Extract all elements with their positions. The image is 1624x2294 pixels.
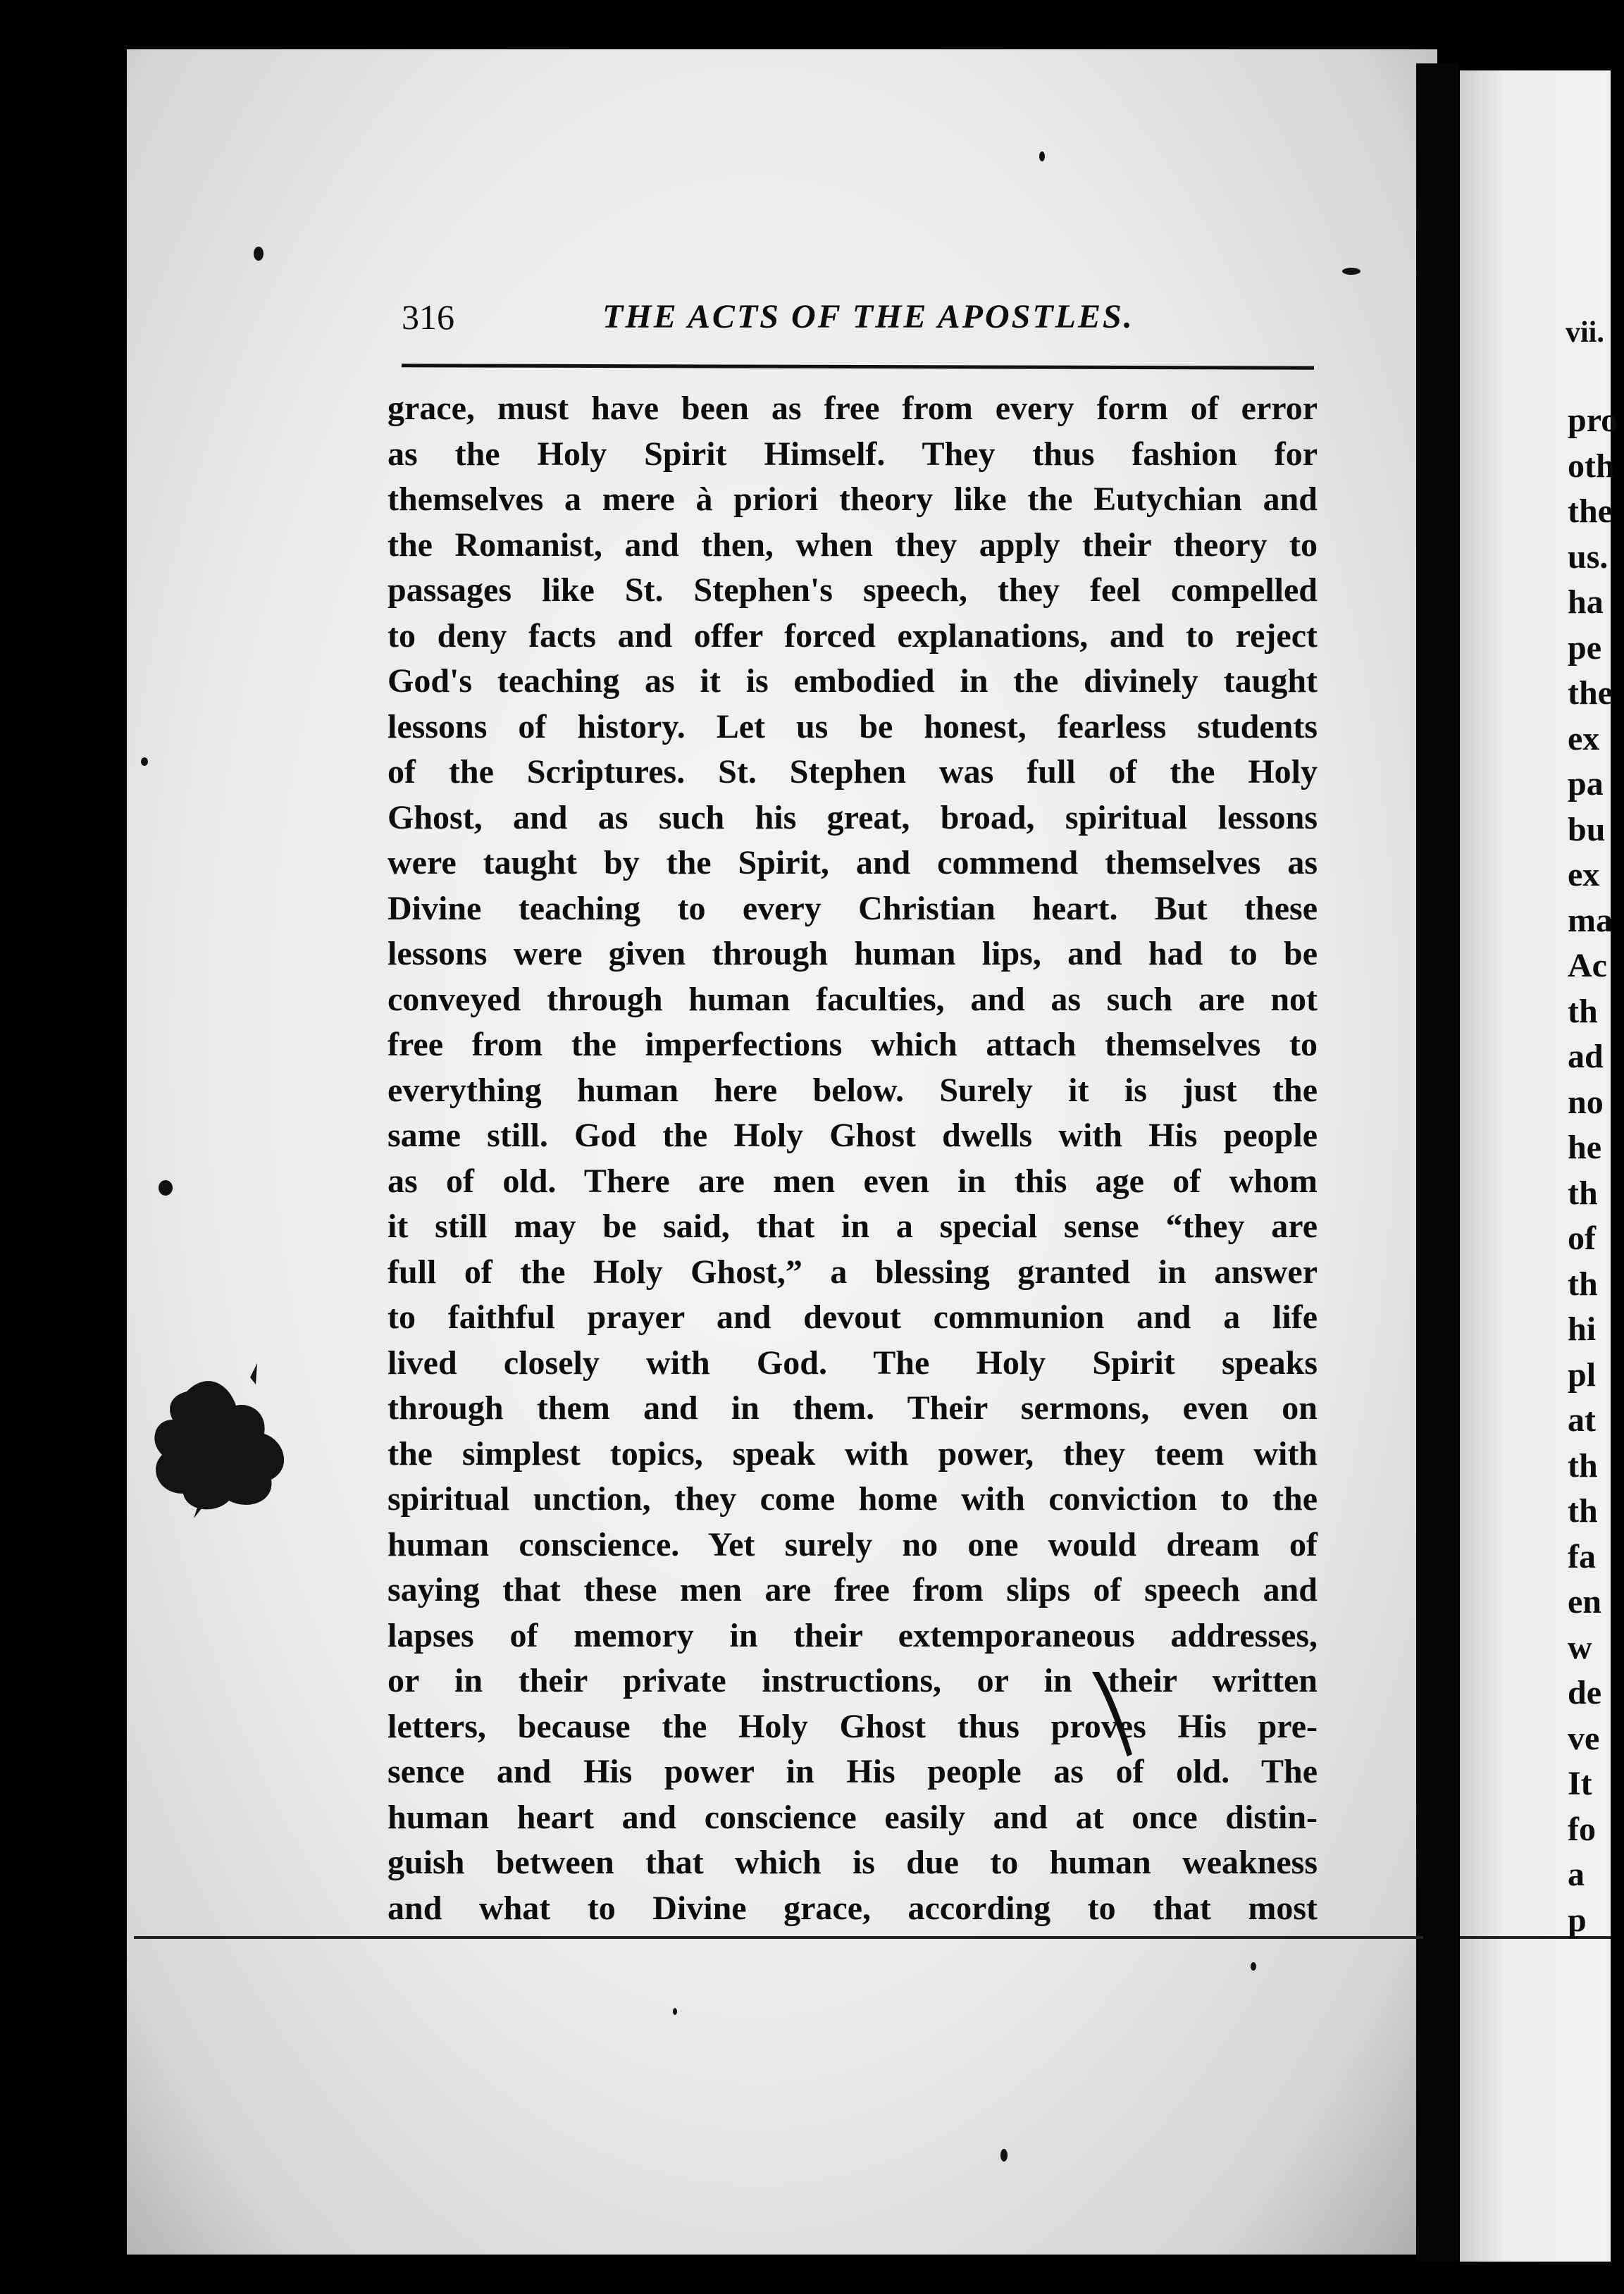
text-line: lived closely with God. The Holy Spirit speaks [388,1344,1318,1382]
text-line: through them and in them. Their sermons, even on [388,1389,1318,1427]
speck [1251,1962,1256,1971]
ink-stroke-mark [1089,1668,1152,1760]
text-fragment: no [1568,1083,1604,1121]
text-fragment: fa [1568,1537,1596,1575]
text-line: of the Scriptures. St. Stephen was full of the Holy [388,753,1318,790]
text-fragment: bu [1568,810,1606,848]
text-fragment: th [1568,1492,1598,1530]
text-fragment: us. [1568,538,1608,576]
text-fragment: ve [1568,1719,1600,1757]
text-fragment: ex [1568,856,1600,893]
text-line: to faithful prayer and devout communion and a life [388,1298,1318,1336]
text-fragment: pa [1568,765,1604,802]
ink-blot-stain [144,1363,296,1518]
text-line: sence and His power in His people as of old. The [388,1753,1318,1790]
text-line: it still may be said, that in a special sense “they are [388,1208,1318,1245]
text-line: same still. God the Holy Ghost dwells with His people [388,1117,1318,1154]
text-fragment: th [1568,992,1598,1030]
text-fragment: the [1568,492,1613,530]
text-fragment: It [1568,1765,1592,1802]
text-line: themselves a mere à priori theory like the Eutychian and [388,480,1318,518]
text-fragment: en [1568,1583,1601,1620]
text-fragment: he [1568,1129,1601,1166]
text-fragment: w [1568,1628,1592,1666]
right-page-text-fragments [1568,398,1624,1943]
text-line: spiritual unction, they come home with conviction to the [388,1480,1318,1518]
text-fragment: ad [1568,1038,1604,1075]
text-line: lessons of history. Let us be honest, fearless students [388,707,1318,745]
text-line: and what to Divine grace, according to that most [388,1889,1318,1927]
text-fragment: the [1568,674,1613,712]
text-fragment: oth [1568,447,1615,485]
text-line: everything human here below. Surely it is just the [388,1071,1318,1109]
speck [254,247,264,261]
text-fragment: Ac [1568,947,1607,984]
text-line: as the Holy Spirit Himself. They thus fashion for [388,435,1318,473]
text-fragment: pl [1568,1356,1597,1394]
speck [1000,2149,1008,2162]
text-fragment: th [1568,1174,1598,1212]
speck [159,1180,173,1196]
speck [141,757,148,766]
text-line: full of the Holy Ghost,” a blessing granted in answer [388,1253,1318,1291]
text-fragment: de [1568,1674,1601,1711]
text-fragment: pro [1568,402,1618,439]
text-line: lapses of memory in their extemporaneous addresses, [388,1616,1318,1654]
page-number: 316 [402,297,454,337]
text-line: human conscience. Yet surely no one would dream of [388,1525,1318,1563]
page-gutter [1416,63,1458,2262]
speck [1342,268,1360,275]
speck [1039,151,1045,161]
text-fragment: fo [1568,1810,1596,1848]
body-text [388,386,1318,1931]
text-line: human heart and conscience easily and at once distin- [388,1798,1318,1836]
text-line: free from the imperfections which attach themselves to [388,1026,1318,1063]
text-line: saying that these men are free from slips of speech and [388,1571,1318,1608]
right-page-running-head: vii. [1566,316,1604,349]
text-fragment: th [1568,1265,1598,1303]
text-line: the simplest topics, speak with power, they teem with [388,1434,1318,1472]
text-line: God's teaching as it is embodied in the divinely taught [388,662,1318,700]
text-line: Ghost, and as such his great, broad, spiritual lessons [388,798,1318,836]
text-fragment: ma [1568,901,1613,939]
text-fragment: pe [1568,628,1601,666]
text-line: letters, because the Holy Ghost thus proves His pre- [388,1707,1318,1745]
speck [673,2008,677,2015]
bottom-rule [134,1936,1423,1939]
text-fragment: at [1568,1401,1596,1439]
text-line: conveyed through human faculties, and as such are not [388,980,1318,1018]
text-fragment: ha [1568,583,1604,621]
running-title: THE ACTS OF THE APOSTLES. [602,298,1134,335]
text-line: guish between that which is due to human weakness [388,1844,1318,1881]
text-fragment: of [1568,1220,1596,1257]
text-line: as of old. There are men even in this age of whom [388,1162,1318,1200]
text-line: to deny facts and offer forced explanations, and to reject [388,616,1318,655]
text-line: lessons were given through human lips, and had to be [388,935,1318,972]
text-fragment: p [1568,1901,1587,1939]
text-fragment: hi [1568,1310,1597,1348]
text-fragment: a [1568,1856,1585,1893]
text-fragment: th [1568,1446,1598,1484]
text-line: Divine teaching to every Christian heart. But these [388,889,1318,927]
text-line: the Romanist, and then, when they apply their theory to [388,526,1318,564]
text-line: or in their private instructions, or in their written [388,1662,1318,1699]
text-fragment: ex [1568,719,1600,757]
text-line: passages like St. Stephen's speech, they feel compelled [388,571,1318,609]
text-line: grace, must have been as free from every form of error [388,390,1318,427]
text-line: were taught by the Spirit, and commend themselves as [388,844,1318,881]
